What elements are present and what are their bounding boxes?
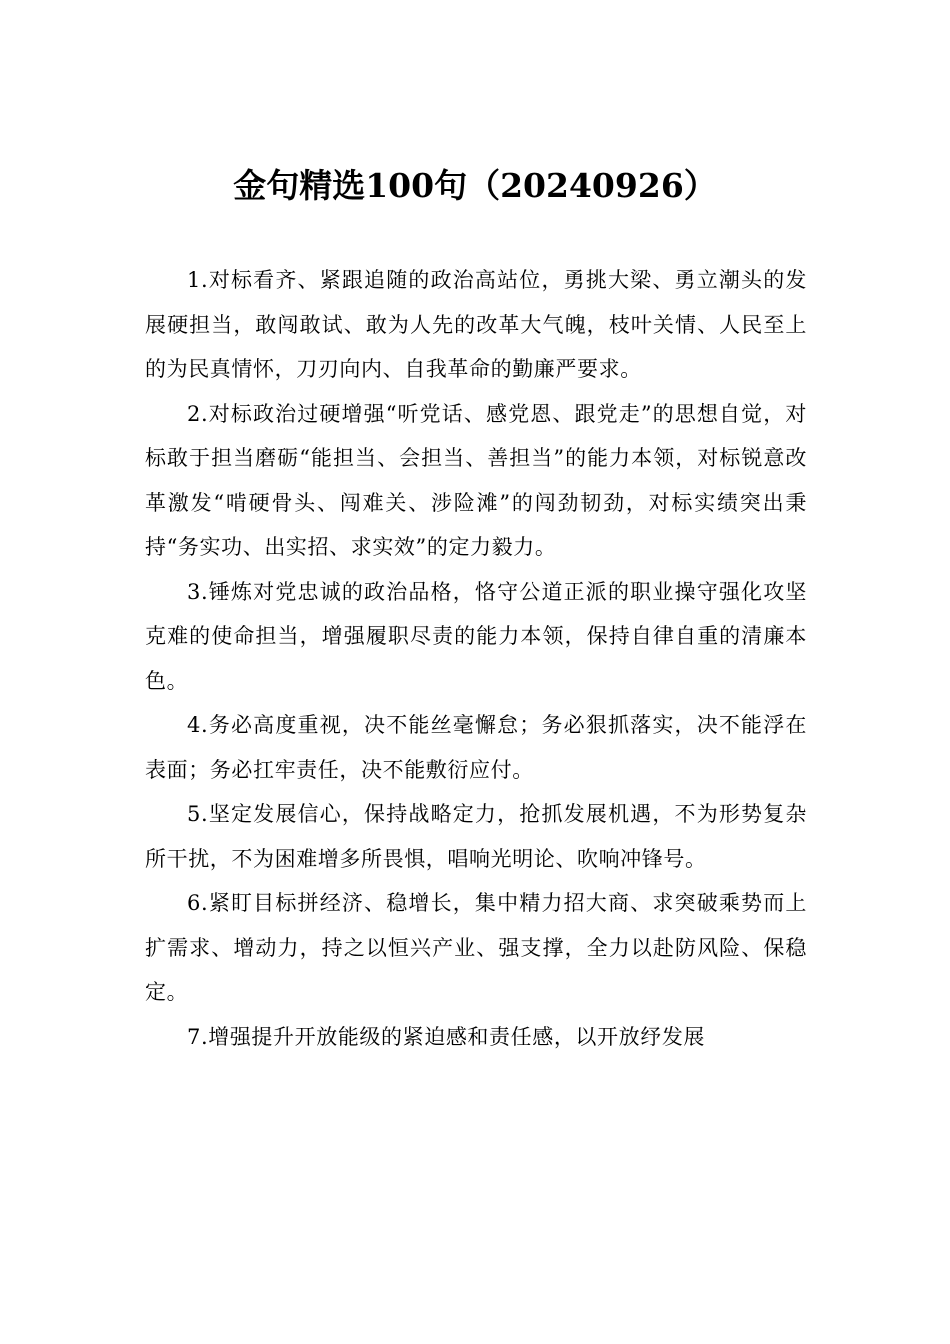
document-body: [145, 258, 807, 1059]
paragraph-6: 6.紧盯目标拼经济、稳增长，集中精力招大商、求突破乘势而上扩需求、增动力，持之以恒兴产业、强支撑，全力以赴防风险、保稳定。: [145, 891, 807, 1004]
paragraph-4: 4.务必高度重视，决不能丝毫懈怠；务必狠抓落实，决不能浮在表面；务必扛牢责任，决不能敷衍应付。: [145, 713, 807, 782]
paragraph-3: 3.锤炼对党忠诚的政治品格，恪守公道正派的职业操守强化攻坚克难的使命担当，增强履职尽责的能力本领，保持自律自重的清廉本色。: [145, 579, 807, 693]
paragraph-2: 2.对标政治过硬增强“听党话、感党恩、跟党走”的思想自觉，对标敢于担当磨砺“能担当、会担当、善担当”的能力本领，对标锐意改革激发“啃硬骨头、闯难关、涉险滩”的闯劲韧劲，对标实绩突出秉持“务实功、出实招、求实效”的定力毅力。: [145, 401, 807, 559]
paragraph-1: 1.对标看齐、紧跟追随的政治高站位，勇挑大梁、勇立潮头的发展硬担当，敢闯敢试、敢为人先的改革大气魄，枝叶关情、人民至上的为民真情怀，刀刃向内、自我革命的勤廉严要求。: [145, 268, 807, 381]
document-title: 金句精选100句（20240926）: [233, 166, 717, 205]
paragraph-7: 7.增强提升开放能级的紧迫感和责任感，以开放纾发展: [187, 1024, 706, 1049]
paragraph-5: 5.坚定发展信心，保持战略定力，抢抓发展机遇，不为形势复杂所干扰，不为困难增多所畏惧，唱响光明论、吹响冲锋号。: [145, 802, 807, 871]
